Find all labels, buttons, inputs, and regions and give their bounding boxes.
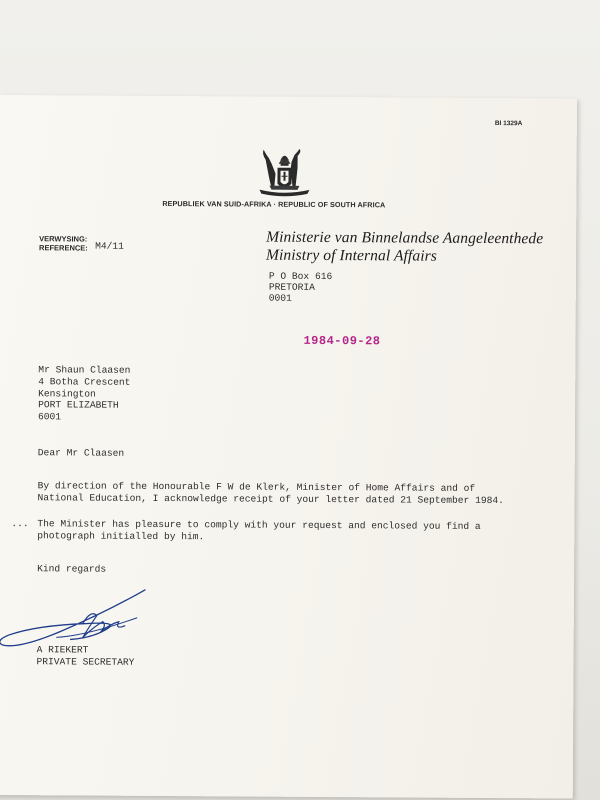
body-line: The Minister has pleasure to comply with your request and enclosed you find a (37, 518, 481, 532)
signatory-title: PRIVATE SECRETARY (36, 656, 135, 668)
body-paragraph (37, 518, 480, 545)
reference-value: M4/11 (95, 240, 124, 252)
letter-page (0, 95, 577, 799)
reference-label (39, 234, 88, 252)
salutation: Dear Mr Claasen (37, 447, 125, 459)
recipient-line: 6001 (38, 411, 62, 423)
margin-mark: ... (11, 518, 29, 530)
body-paragraph (38, 480, 504, 507)
form-code: BI 1329A (494, 120, 523, 128)
signatory-name: A RIEKERT (36, 644, 89, 656)
body-line: By direction of the Honourable F W de Klerk, Minister of Home Affairs and of (37, 480, 476, 494)
recipient-address (38, 364, 130, 424)
recipient-line: 4 Botha Crescent (38, 376, 131, 388)
ministry-name-afrikaans: Ministerie van Binnelandse Aangeleenthede (266, 228, 544, 248)
body-line: National Education, I acknowledge receipt of your letter dated 21 September 1984. (37, 492, 504, 507)
closing: Kind regards (37, 563, 107, 575)
postal-address-line: 0001 (268, 292, 292, 304)
south-africa-coat-of-arms-icon (247, 146, 311, 202)
reference-label-af: VERWYSING: (39, 234, 88, 244)
date-stamp: 1984-09-28 (303, 333, 381, 349)
signatory-block (37, 644, 135, 668)
postal-address (269, 271, 333, 304)
ministry-name-english: Ministry of Internal Affairs (265, 246, 437, 265)
reference-label-en: REFERENCE: (39, 243, 88, 253)
recipient-line: Mr Shaun Claasen (38, 364, 131, 376)
postal-address-line: PRETORIA (268, 281, 315, 293)
recipient-line: Kensington (38, 387, 96, 400)
body-line: photograph initialled by him. (37, 530, 205, 543)
republic-heading: REPUBLIEK VAN SUID-AFRIKA · REPUBLIC OF SOUTH AFRICA (162, 198, 386, 210)
postal-address-line: P O Box 616 (268, 270, 333, 283)
recipient-line: PORT ELIZABETH (38, 399, 119, 412)
